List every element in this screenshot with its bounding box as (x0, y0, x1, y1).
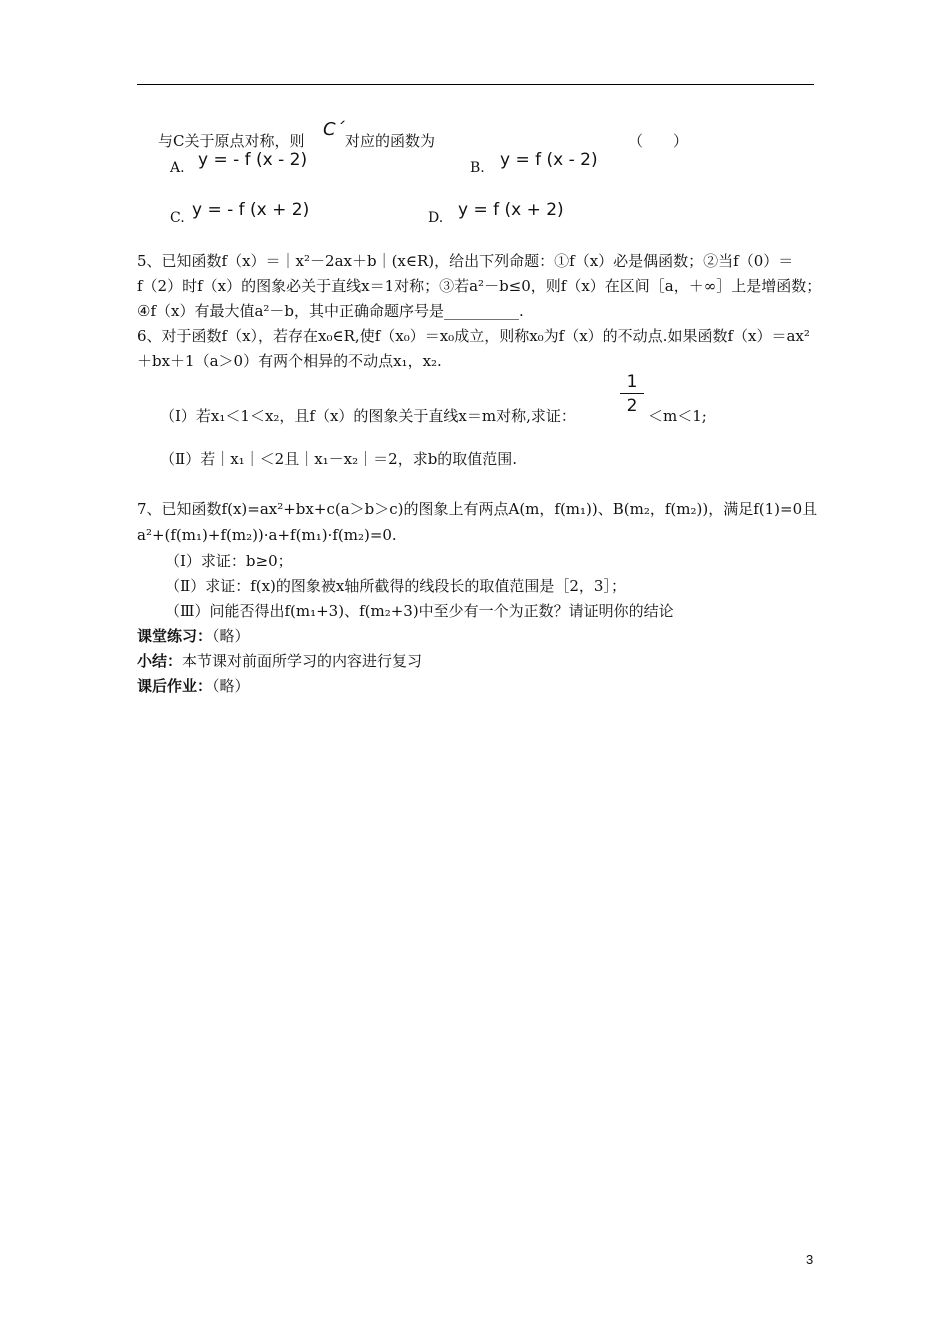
page-number: 3 (806, 1252, 814, 1267)
q5-line-1: 5、已知函数f（x）＝｜x²－2ax＋b｜(x∈R)，给出下列命题：①f（x）必是偶函数；②当f（0）＝ (137, 252, 794, 270)
option-b-expr: y = f (x - 2) (500, 150, 598, 170)
homework-label: 课后作业： (137, 677, 213, 695)
homework-line (137, 675, 250, 697)
q6-part-2: （Ⅱ）若｜x₁｜＜2且｜x₁－x₂｜＝2，求b的取值范围. (160, 450, 518, 468)
q4-answer-paren: （ ） (628, 132, 689, 150)
option-b-label: B. (470, 160, 485, 176)
fraction-numerator: 1 (620, 372, 644, 394)
summary-text: 本节课对前面所学习的内容进行复习 (182, 652, 423, 670)
q7-part-3: （Ⅲ）问能否得出f(m₁+3)、f(m₂+3)中至少有一个为正数？请证明你的结论 (165, 602, 674, 620)
option-d-expr: y = f (x + 2) (458, 200, 564, 220)
q4-stem (158, 130, 304, 152)
q7-line-2: a²+(f(m₁)+f(m₂))·a+f(m₁)·f(m₂)=0. (137, 526, 397, 544)
option-a-expr: y = - f (x - 2) (198, 150, 308, 170)
q7-part-1: （Ⅰ）求证：b≥0； (165, 552, 293, 570)
q4-stem-a: 与C关于原点对称，则 (158, 132, 305, 150)
q6-part-1-tail: ＜m＜1; (648, 407, 707, 425)
header-rule (137, 84, 814, 85)
q7-part-2: （Ⅱ）求证：f(x)的图象被x轴所截得的线段长的取值范围是［2，3］； (165, 577, 626, 595)
q6-line-1: 6、对于函数f（x），若存在x₀∈R,使f（x₀）＝x₀成立，则称x₀为f（x）的不动点.如果函数f（x）＝ax² (137, 327, 810, 345)
fraction-one-half (620, 372, 644, 416)
practice-label: 课堂练习： (137, 627, 213, 645)
q5-line-2: f（2）时f（x）的图象必关于直线x＝1对称；③若a²－b≤0，则f（x）在区间［a，＋∞］上是增函数； (137, 277, 822, 295)
q7-line-1: 7、已知函数f(x)=ax²+bx+c(a＞b＞c)的图象上有两点A(m，f(m₁))、B(m₂，f(m₂))，满足f(1)=0且 (137, 500, 818, 518)
homework-text: （略） (212, 677, 250, 695)
summary-label: 小结： (137, 652, 183, 670)
q4-cprime: C´ (323, 119, 345, 140)
summary-line (137, 650, 422, 672)
option-d-label: D. (428, 210, 444, 226)
q4-stem-b: 对应的函数为 (345, 132, 436, 150)
fraction-denominator: 2 (626, 396, 638, 416)
option-c-expr: y = - f (x + 2) (192, 200, 310, 220)
q6-line-2: ＋bx＋1（a＞0）有两个相异的不动点x₁，x₂. (137, 352, 442, 370)
q5-line-3: ④f（x）有最大值a²－b，其中正确命题序号是__________. (137, 302, 524, 320)
option-c-label: C. (170, 210, 185, 226)
option-a-label: A. (170, 160, 185, 176)
practice-text: （略） (212, 627, 250, 645)
q6-part-1: （Ⅰ）若x₁＜1＜x₂，且f（x）的图象关于直线x＝m对称,求证： (160, 407, 576, 425)
practice-line (137, 625, 250, 647)
